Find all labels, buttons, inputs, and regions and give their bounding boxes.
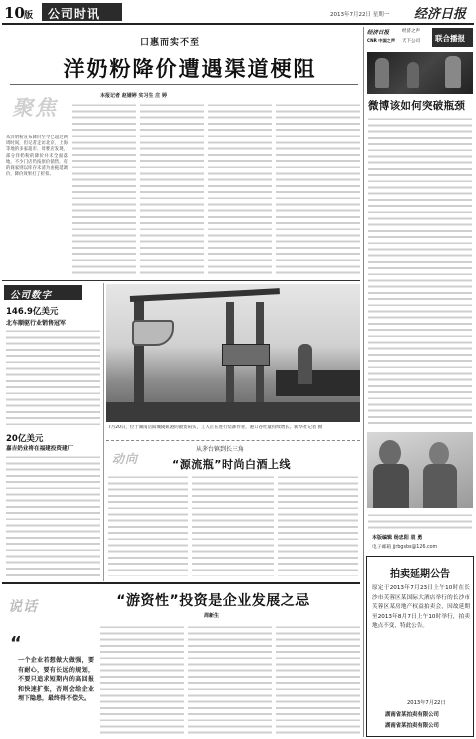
auction-notice: [366, 556, 474, 737]
main-kicker: 口惠而实不至: [140, 38, 201, 48]
opinion-tag: 说话: [8, 599, 38, 615]
port-crane-photo: [106, 284, 360, 422]
portrait-head: [429, 442, 449, 466]
dongxiang-headline: “源流瓶”时尚白酒上线: [172, 458, 291, 471]
page-unit: 版: [24, 11, 34, 21]
brand-b: CNR 中国之声: [367, 38, 396, 43]
crane-cabin: [222, 344, 270, 366]
opinion-body-2: [188, 624, 272, 736]
shuzi-item2-title: 嘉吉奶业将在福建投资建厂: [6, 446, 74, 452]
header-rule: [2, 23, 474, 25]
editor-portrait-photo: [367, 432, 473, 508]
editor-email: 电子邮箱 jjrbgsbs@126.com: [372, 545, 438, 550]
dongxiang-sub-kicker: 从茅台镇到长三角: [196, 446, 245, 453]
opinion-quote-mark: “: [10, 633, 22, 654]
crane-boom: [130, 288, 280, 302]
portrait-body: [373, 464, 409, 508]
editor-line: 本版编辑 杨忠阳 袁 勇: [372, 535, 423, 541]
brand-dark-box: [432, 28, 473, 47]
right-column-divider: [363, 27, 364, 737]
broadcast-banner: [366, 27, 474, 49]
shuzi-item1-body: [6, 328, 100, 428]
shuzi-item2-body: [6, 454, 100, 579]
brand-a: 经济日报: [367, 30, 390, 36]
opinion-body-1: [100, 624, 184, 736]
opinion-body-3: [276, 624, 360, 736]
section-title: 公司时讯: [48, 7, 101, 21]
opinion-headline: “游资性”投资是企业发展之忌: [116, 593, 310, 609]
dongxiang-body-2: [192, 474, 274, 576]
portrait-body: [423, 464, 457, 508]
section-title-bar: [42, 3, 122, 21]
page-number: 10: [4, 4, 25, 22]
main-column-5: [276, 102, 360, 274]
main-column-4: [208, 102, 272, 274]
dongxiang-body-1: [108, 474, 188, 576]
feature-art: [6, 90, 70, 130]
right-body: [368, 116, 472, 428]
opinion-top-rule: [2, 582, 360, 584]
shuzi-tag-box: [4, 285, 82, 300]
right-photo-caption: [368, 512, 472, 530]
shuzi-item2-figure: 20亿美元: [6, 434, 44, 444]
shuzi-divider: [103, 283, 104, 581]
promo-figure: [445, 56, 461, 88]
masthead-logo: 经济日报: [414, 7, 467, 22]
page-header: [0, 0, 476, 24]
main-column-2: [72, 102, 136, 274]
auction-title: 拍卖延期公告: [390, 569, 450, 580]
shuzi-item1-title: 北车顺驱行业销售冠军: [6, 320, 67, 327]
brand-tag-b: 天下公司: [402, 39, 420, 44]
headline-rule: [10, 84, 358, 85]
main-column-3: [140, 102, 204, 274]
shuzi-item1-figure: 146.9亿美元: [6, 307, 59, 317]
auction-date: 2013年7月22日: [407, 700, 446, 706]
auction-body: 原定于2013年7月23日上午10时在长沙市芙蓉区某国际大酒店举行的长沙市芙蓉区某房地产权益拍卖会，因故延期至2013年8月7日上午10时举行，拍卖地点不变，特此公告。: [372, 585, 470, 630]
crane-bucket: [132, 320, 174, 346]
brand-dark-label: 联合播报: [435, 34, 465, 43]
worker-figure: [298, 344, 312, 384]
opinion-byline: 周新生: [204, 613, 220, 619]
opinion-pullquote: 一个企业若想做大做强，要有耐心，要有长远的规划，不要只追求短期内的高回报和快速扩张，否则会给企业埋下隐患，最终得不偿失。: [18, 657, 94, 703]
promo-figure: [375, 58, 389, 88]
brand-tag-a: 经济之声: [402, 29, 420, 34]
promo-figure: [407, 62, 419, 88]
dongxiang-body-3: [278, 474, 358, 576]
auction-issuer-2: 湖南省某拍卖有限公司: [385, 723, 439, 729]
portrait-head: [379, 440, 401, 466]
feature-art-title: 聚焦: [12, 95, 58, 120]
page-number-box: [2, 3, 40, 21]
dongxiang-tag: 动向: [112, 452, 139, 466]
port-photo-caption: 7月20日，位于湖南岳阳城陵矶港的散货码头，工人正在进行装卸作业，港口吞吐量持续增长。新华社记者 摄: [108, 425, 323, 430]
auction-issuer-1: 湖南省某拍卖有限公司: [385, 712, 439, 718]
main-byline: 本报记者 赵婧婷 实习生 庄 婷: [100, 93, 167, 99]
crane-tower: [134, 298, 144, 408]
dock-ground: [106, 402, 360, 422]
weibo-promo-image: [367, 52, 473, 94]
shuzi-top-rule: [2, 280, 360, 281]
right-headline: 微博该如何突破瓶颈: [368, 100, 466, 112]
dongxiang-rule: [106, 440, 360, 441]
date-line: 2013年7月22日 星期一: [330, 12, 390, 18]
main-lead: 从洋奶粉宣布降价至今已超过两周时间，但记者走访北京、上海等地的多家超市、母婴店发现，部分洋奶粉的降价并未全面落地，不少门店仍按原价销售，有的商家则以库存未清为由拖延调价，降价效果打了折扣。: [6, 135, 68, 178]
main-headline: 洋奶粉降价遭遇渠道梗阻: [63, 57, 317, 81]
ship-hull: [276, 370, 360, 396]
shuzi-tag: 公司数字: [10, 290, 53, 301]
